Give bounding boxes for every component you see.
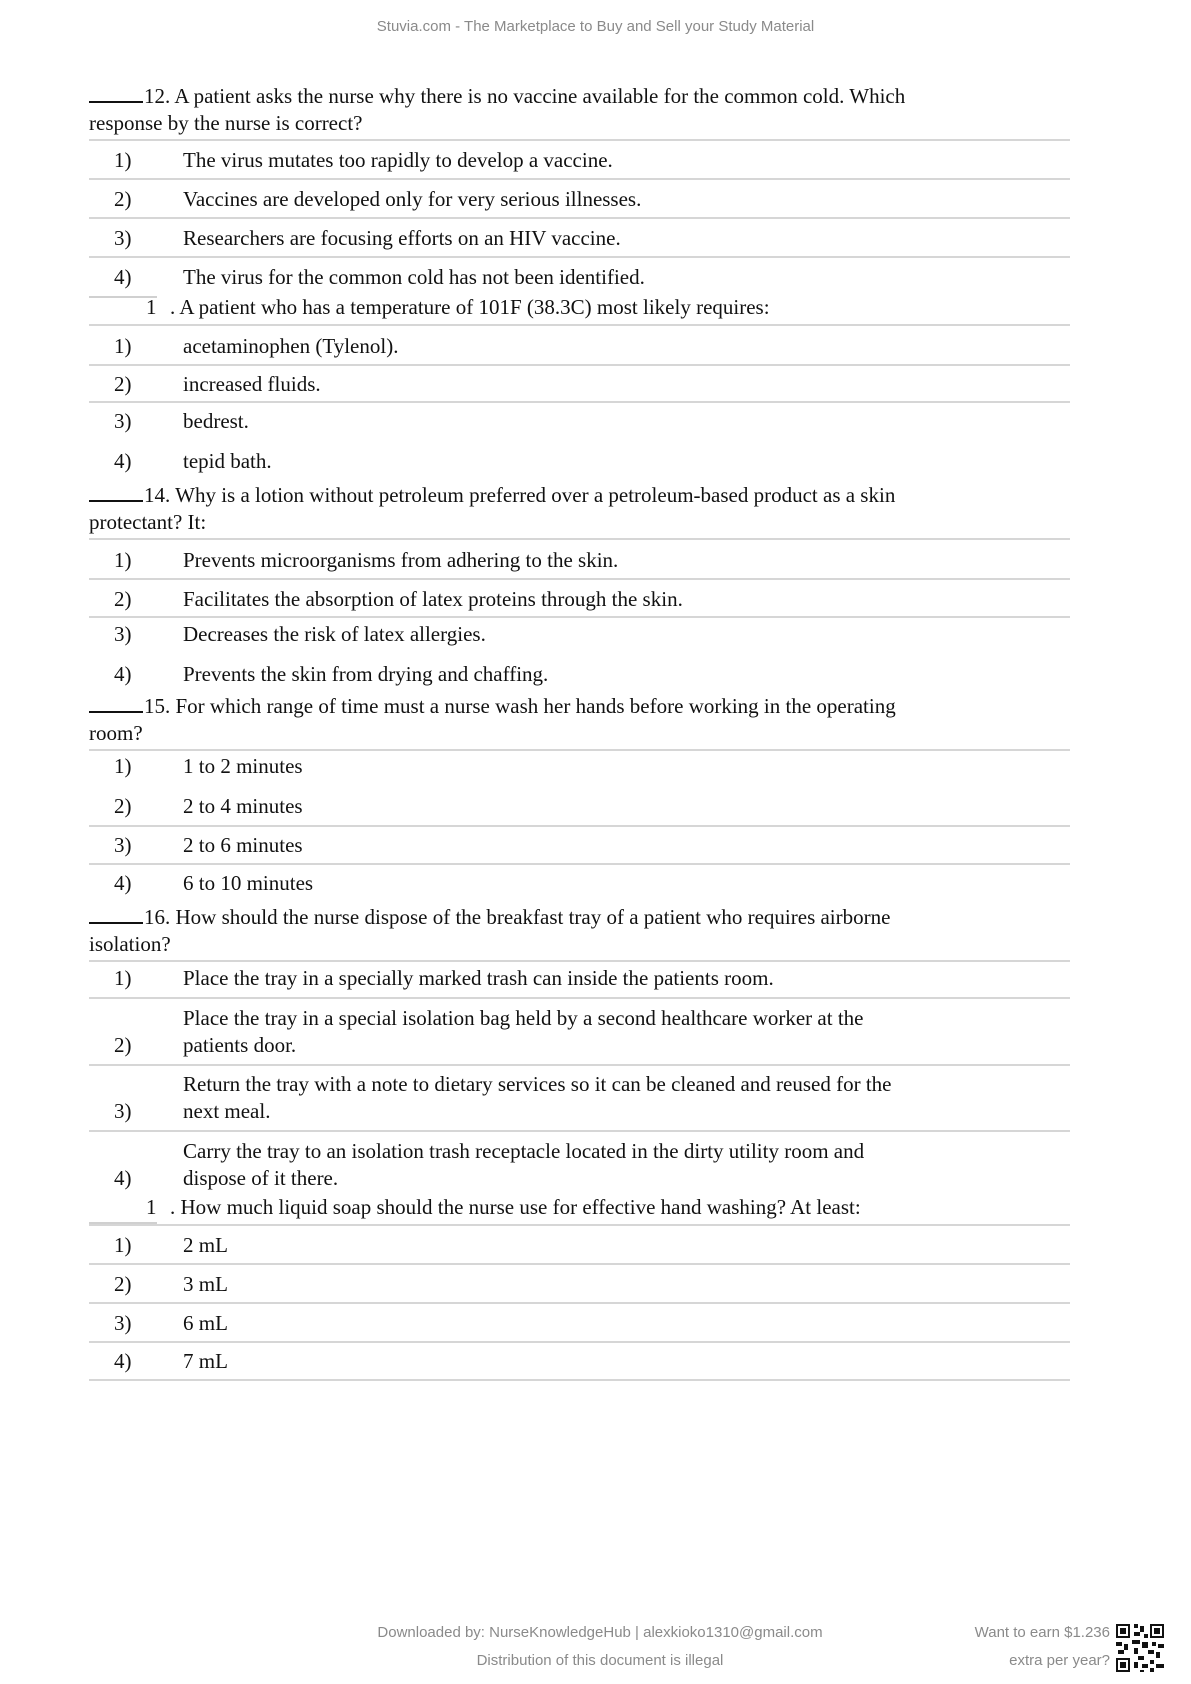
option-text: Facilitates the absorption of latex proteins through the skin. (183, 587, 683, 611)
answer-blank (89, 83, 143, 103)
option-text: 6 to 10 minutes (183, 871, 314, 895)
option-text: acetaminophen (Tylenol). (183, 334, 399, 358)
page-header: Stuvia.com - The Marketplace to Buy and Sell your Study Material (376, 18, 815, 35)
option-number: 2) (114, 372, 132, 396)
option-number: 1) (114, 966, 132, 990)
option-number: 4) (114, 1349, 132, 1373)
option-number: 3) (114, 409, 132, 433)
option-text: Vaccines are developed only for very serious illnesses. (183, 187, 642, 211)
distribution-notice: Distribution of this document is illegal (476, 1652, 724, 1669)
divider (89, 178, 1070, 180)
option-number: 1) (114, 334, 132, 358)
option-number: 3) (114, 226, 132, 250)
option-text: increased fluids. (183, 372, 321, 396)
option-number: 3) (114, 1099, 132, 1123)
option-text: The virus for the common cold has not been identified. (183, 265, 645, 289)
divider (89, 997, 1070, 999)
divider (89, 217, 1070, 219)
option-text: 1 to 2 minutes (183, 754, 303, 778)
divider (89, 401, 1070, 403)
question-17-stem: . How much liquid soap should the nurse use for effective hand washing? At least: (170, 1195, 861, 1219)
question-12-stem-line2: response by the nurse is correct? (89, 111, 363, 135)
divider (89, 1341, 1070, 1343)
option-text: next meal. (183, 1099, 271, 1123)
divider (89, 1302, 1070, 1304)
option-number: 2) (114, 187, 132, 211)
answer-blank (89, 904, 143, 924)
option-text: Researchers are focusing efforts on an HIV vaccine. (183, 226, 621, 250)
question-16-stem-line1 (89, 904, 1069, 931)
question-15-stem-line2: room? (89, 721, 143, 745)
option-text: 7 mL (183, 1349, 228, 1373)
question-13-number: 1 (146, 295, 157, 319)
option-number: 4) (114, 265, 132, 289)
earn-promo-line1[interactable]: Want to earn $1.236 (974, 1624, 1110, 1641)
divider (89, 863, 1070, 865)
option-text: 2 mL (183, 1233, 228, 1257)
divider (89, 578, 1070, 580)
answer-blank (89, 482, 143, 502)
divider (89, 960, 1070, 962)
question-15-text: 15. For which range of time must a nurse wash her hands before working in the operating (144, 694, 896, 718)
question-15-stem-line1 (89, 693, 1069, 720)
option-number: 3) (114, 1311, 132, 1335)
question-14-stem-line1 (89, 482, 1069, 509)
option-text: Place the tray in a specially marked trash can inside the patients room. (183, 966, 774, 990)
divider (89, 1379, 1070, 1381)
question-12-stem-line1 (89, 83, 1069, 110)
option-text: Place the tray in a special isolation bag held by a second healthcare worker at the (183, 1006, 864, 1030)
option-text: The virus mutates too rapidly to develop a vaccine. (183, 148, 613, 172)
option-text: patients door. (183, 1033, 297, 1057)
option-number: 4) (114, 449, 132, 473)
divider (89, 1263, 1070, 1265)
option-number: 3) (114, 622, 132, 646)
question-14-text: 14. Why is a lotion without petroleum preferred over a petroleum-based product as a skin (144, 483, 896, 507)
question-17-number: 1 (146, 1195, 157, 1219)
option-number: 2) (114, 794, 132, 818)
download-notice: Downloaded by: NurseKnowledgeHub | alexkioko1310@gmail.com (377, 1624, 823, 1641)
option-text: Carry the tray to an isolation trash receptacle located in the dirty utility room and (183, 1139, 865, 1163)
option-text: Prevents the skin from drying and chaffing. (183, 662, 549, 686)
option-number: 2) (114, 1033, 132, 1057)
option-number: 2) (114, 1272, 132, 1296)
question-16-stem-line2: isolation? (89, 932, 171, 956)
earn-promo-line2[interactable]: extra per year? (1009, 1652, 1110, 1669)
option-text: Decreases the risk of latex allergies. (183, 622, 486, 646)
option-number: 1) (114, 754, 132, 778)
option-text: Prevents microorganisms from adhering to the skin. (183, 548, 619, 572)
option-number: 1) (114, 548, 132, 572)
answer-blank (89, 693, 143, 713)
divider (89, 139, 1070, 141)
option-text: tepid bath. (183, 449, 272, 473)
divider (89, 616, 1070, 618)
option-text: bedrest. (183, 409, 249, 433)
option-text: Return the tray with a note to dietary services so it can be cleaned and reused for the (183, 1072, 892, 1096)
divider (89, 324, 1070, 326)
divider (89, 1064, 1070, 1066)
divider (89, 1224, 1070, 1226)
option-number: 4) (114, 871, 132, 895)
option-text: 3 mL (183, 1272, 228, 1296)
option-text: dispose of it there. (183, 1166, 339, 1190)
divider (89, 538, 1070, 540)
option-number: 1) (114, 1233, 132, 1257)
option-number: 4) (114, 1166, 132, 1190)
question-13-stem: . A patient who has a temperature of 101F (38.3C) most likely requires: (170, 295, 770, 319)
divider (89, 256, 1070, 258)
question-12-text: 12. A patient asks the nurse why there is no vaccine available for the common cold. Which (144, 84, 906, 108)
divider (89, 749, 1070, 751)
option-text: 2 to 4 minutes (183, 794, 303, 818)
divider (89, 364, 1070, 366)
option-number: 1) (114, 148, 132, 172)
option-text: 6 mL (183, 1311, 228, 1335)
qr-code-icon[interactable] (1114, 1622, 1166, 1674)
option-number: 4) (114, 662, 132, 686)
question-16-text: 16. How should the nurse dispose of the breakfast tray of a patient who requires airborne (144, 905, 891, 929)
question-14-stem-line2: protectant? It: (89, 510, 207, 534)
option-text: 2 to 6 minutes (183, 833, 303, 857)
option-number: 2) (114, 587, 132, 611)
divider (89, 825, 1070, 827)
divider (89, 1130, 1070, 1132)
option-number: 3) (114, 833, 132, 857)
